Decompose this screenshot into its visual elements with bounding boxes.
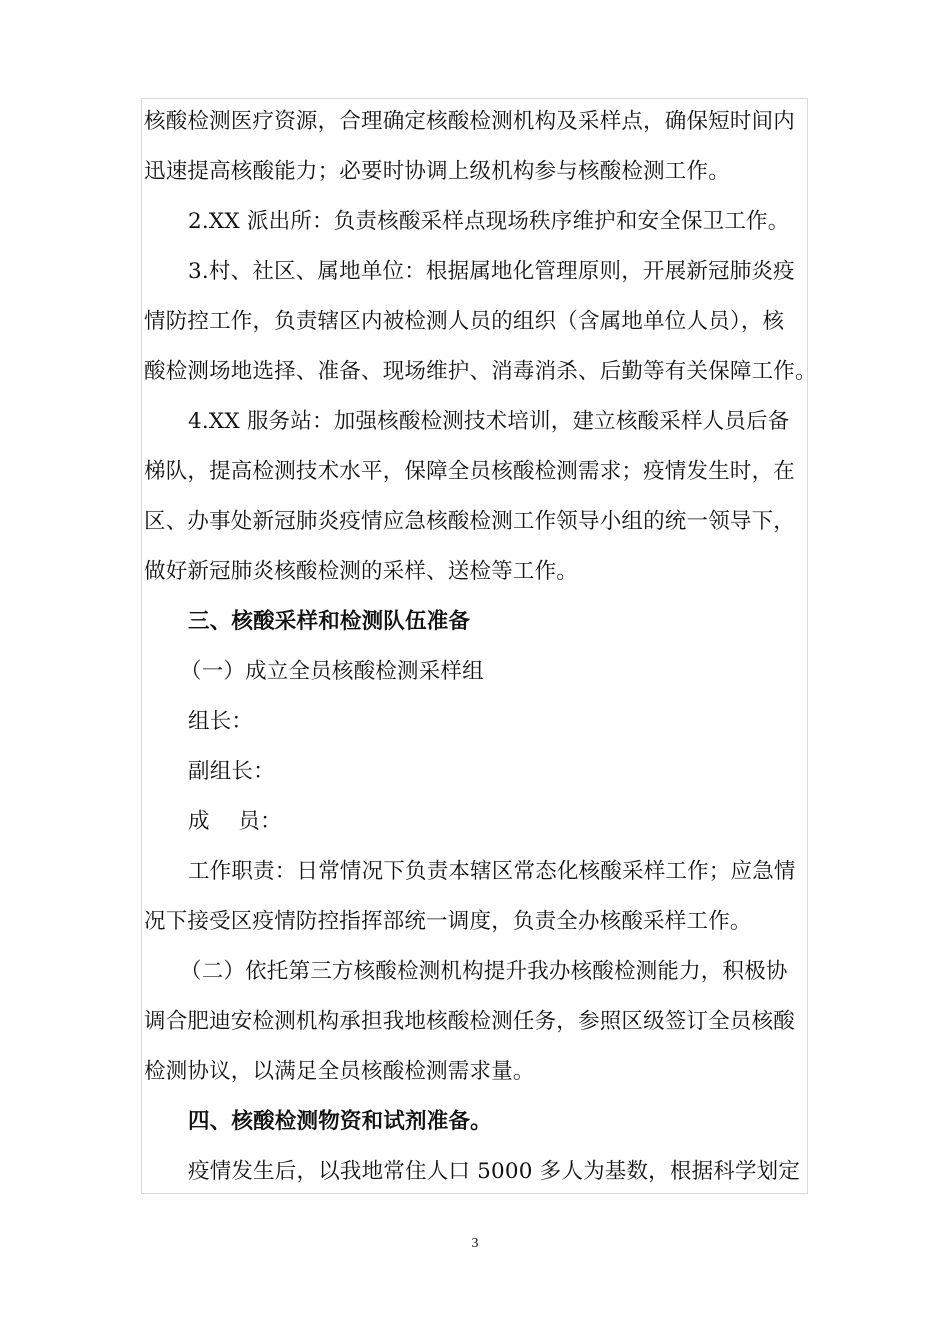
paragraph-line: 2.XX 派出所：负责核酸采样点现场秩序维护和安全保卫工作。 xyxy=(188,209,790,234)
section-heading: 三、核酸采样和检测队伍准备 xyxy=(188,609,471,634)
paragraph-line: 副组长： xyxy=(188,759,275,784)
paragraph-line: 调合肥迪安检测机构承担我地核酸检测任务，参照区级签订全员核酸 xyxy=(144,1009,796,1034)
paragraph-line: 做好新冠肺炎核酸检测的采样、送检等工作。 xyxy=(144,559,579,584)
paragraph-line: 酸检测场地选择、准备、现场维护、消毒消杀、后勤等有关保障工作。 xyxy=(144,359,817,384)
paragraph-line: 检测协议，以满足全员核酸检测需求量。 xyxy=(144,1059,535,1084)
section-heading: 四、核酸检测物资和试剂准备。 xyxy=(188,1109,492,1134)
paragraph-line: 梯队，提高检测技术水平，保障全员核酸检测需求；疫情发生时，在 xyxy=(144,459,796,484)
paragraph-line: 核酸检测医疗资源，合理确定核酸检测机构及采样点，确保短时间内 xyxy=(144,109,796,134)
subsection-heading: （一）成立全员核酸检测采样组 xyxy=(180,659,484,684)
paragraph-line: 组长： xyxy=(188,709,254,734)
paragraph-line: 区、办事处新冠肺炎疫情应急核酸检测工作领导小组的统一领导下， xyxy=(144,509,796,534)
paragraph-line: （二）依托第三方核酸检测机构提升我办核酸检测能力，积极协 xyxy=(180,959,788,984)
paragraph-line: 况下接受区疫情防控指挥部统一调度，负责全办核酸采样工作。 xyxy=(144,909,752,934)
paragraph-line: 迅速提高核酸能力；必要时协调上级机构参与核酸检测工作。 xyxy=(144,159,730,184)
paragraph-line: 疫情发生后，以我地常住人口 5000 多人为基数，根据科学划定 xyxy=(188,1159,801,1184)
paragraph-line: 工作职责：日常情况下负责本辖区常态化核酸采样工作；应急情 xyxy=(188,859,796,884)
paragraph-line: 4.XX 服务站：加强核酸检测技术培训，建立核酸采样人员后备 xyxy=(188,409,790,434)
paragraph-line: 3.村、社区、属地单位：根据属地化管理原则，开展新冠肺炎疫 xyxy=(188,259,795,284)
paragraph-line: 情防控工作，负责辖区内被检测人员的组织（含属地单位人员），核 xyxy=(144,309,785,334)
page-number: 3 xyxy=(471,1236,479,1251)
paragraph-line: 成 员： xyxy=(188,809,282,834)
